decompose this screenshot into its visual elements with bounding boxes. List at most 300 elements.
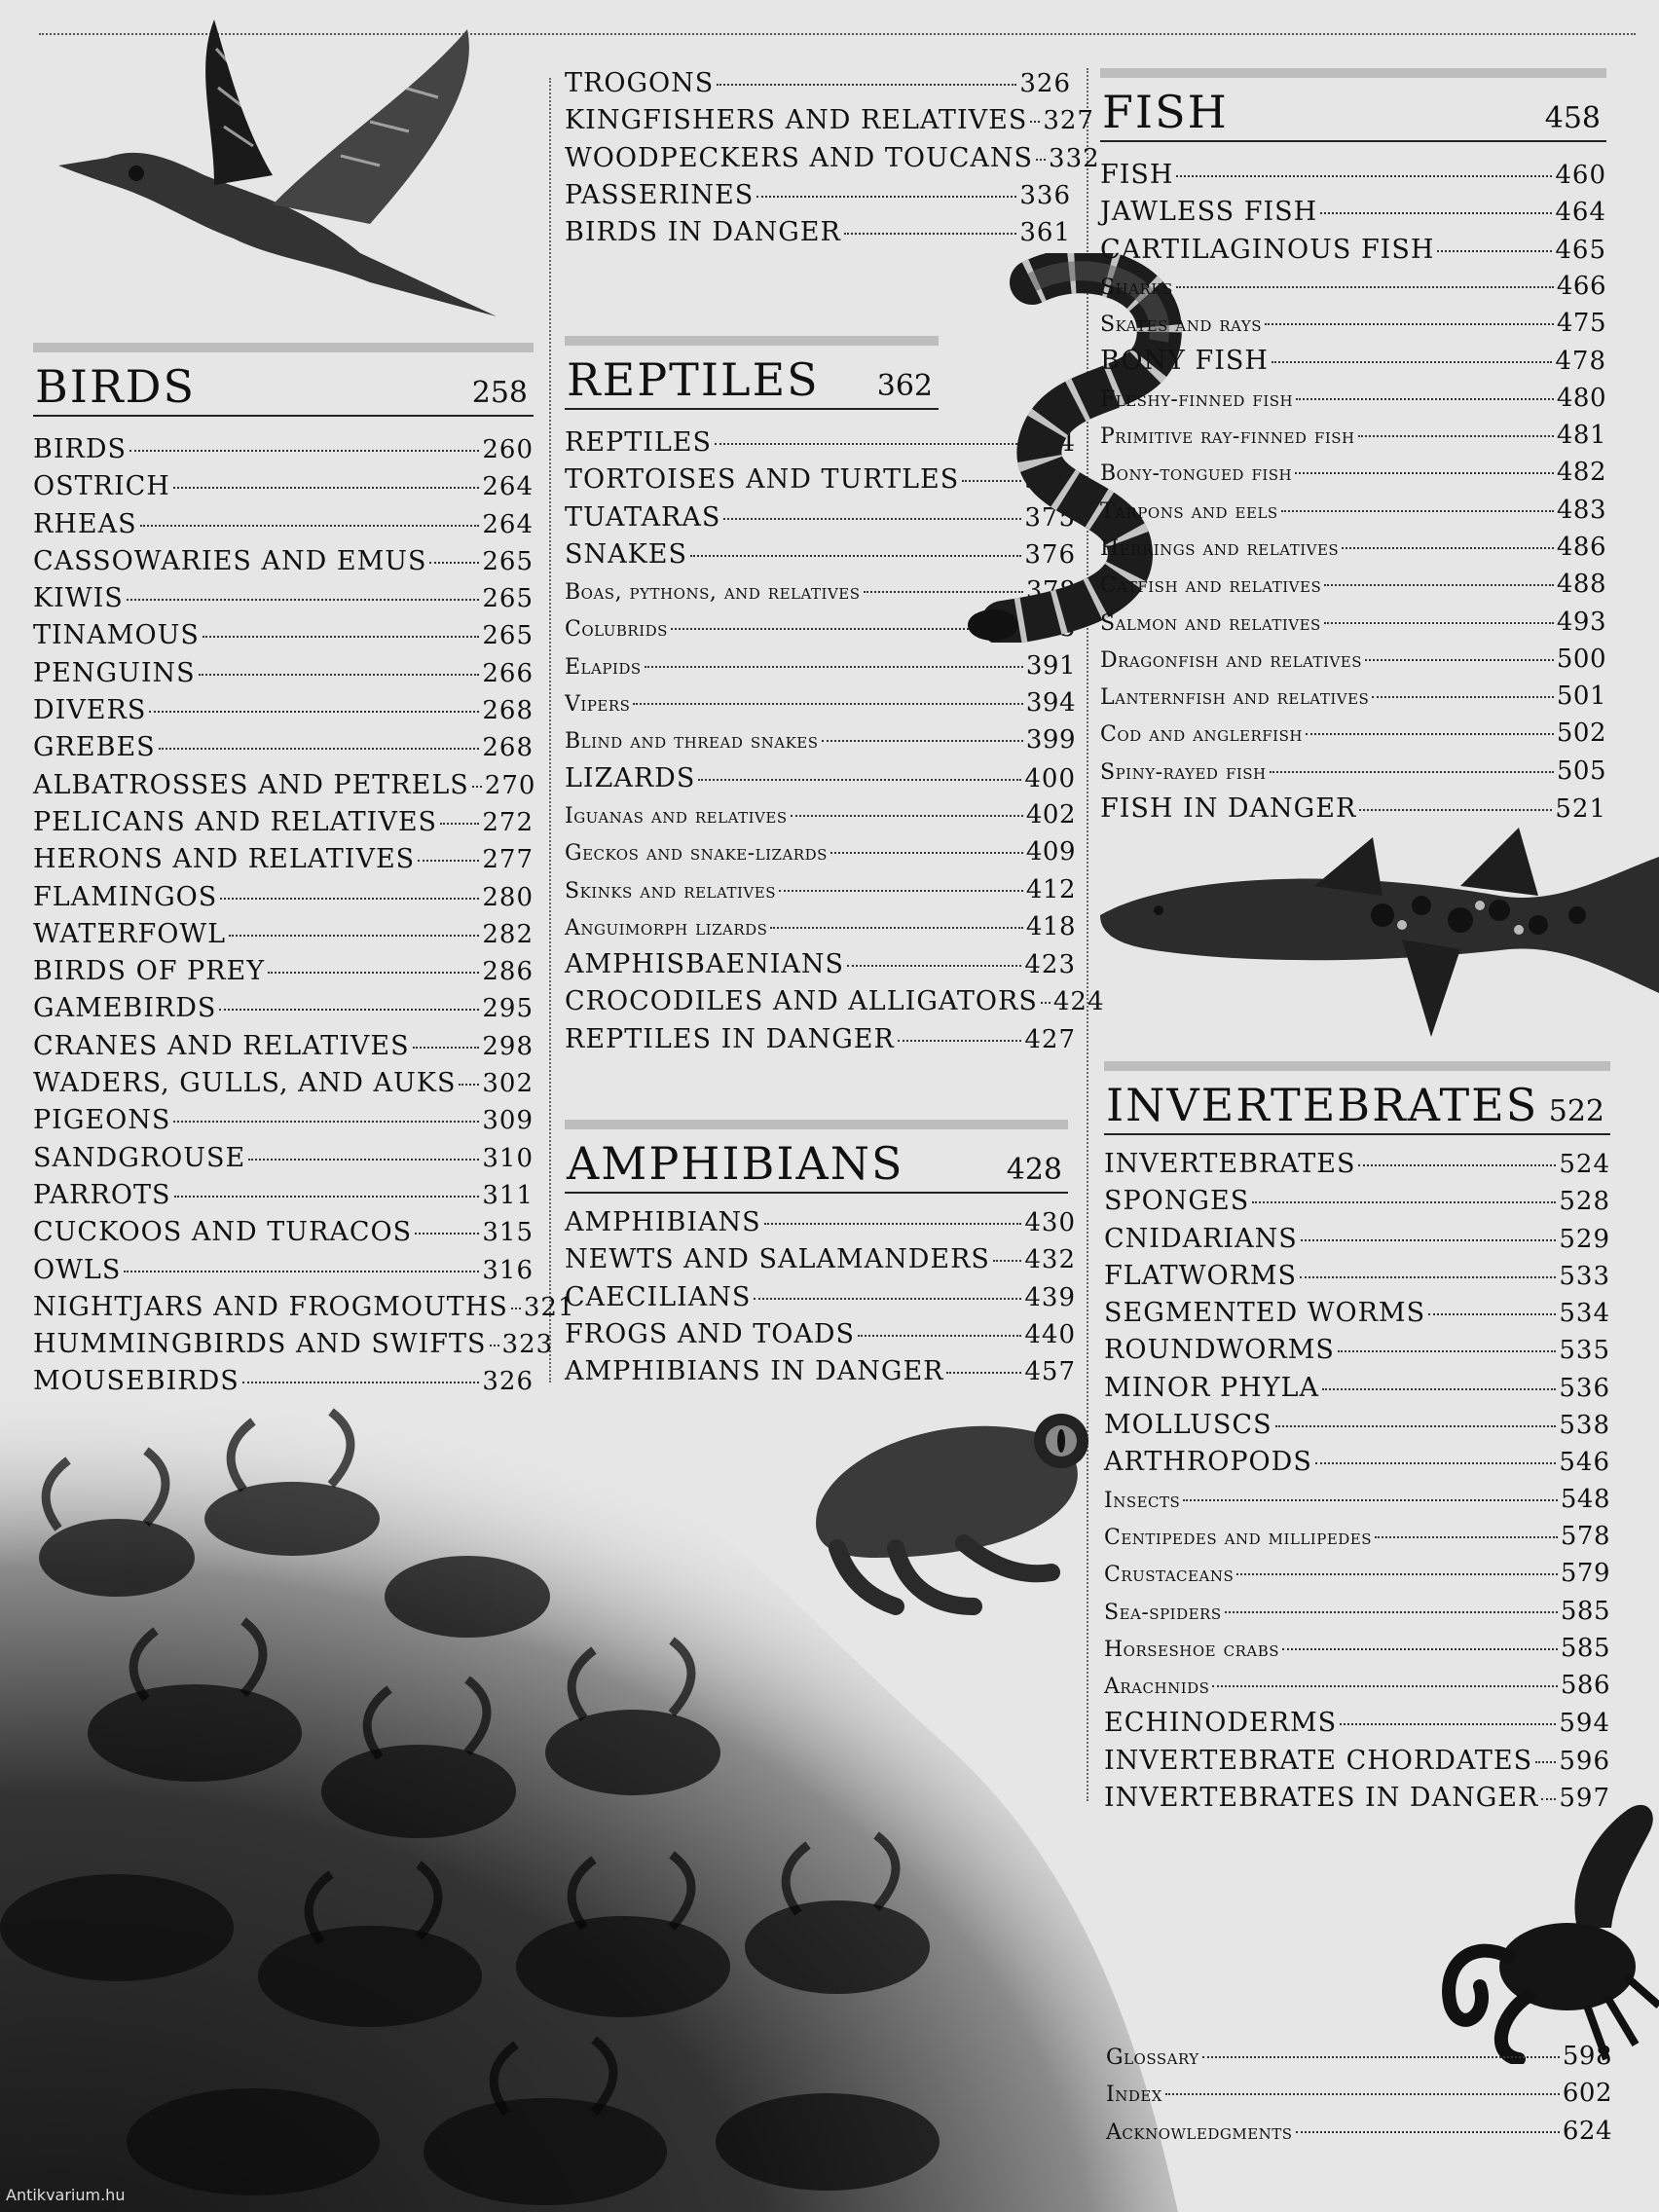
toc-entry [565,105,1094,142]
entry-label: BIRDS IN DANGER [565,217,841,248]
entry-page-number: 598 [1562,2042,1612,2071]
entry-label: FLATWORMS [1104,1260,1298,1291]
entry-label: Insects [1104,1488,1181,1513]
toc-entry [1104,1261,1610,1298]
leader-dots [248,1159,479,1161]
leader-dots [1036,159,1046,161]
toc-entry [565,688,1076,725]
entry-page-number: 493 [1556,607,1606,637]
entry-page-number: 336 [1019,180,1071,210]
toc-entry [33,434,534,471]
entry-page-number: 536 [1559,1373,1610,1403]
toc-entry [33,1329,554,1366]
toc-entry [1100,421,1606,458]
toc-entry [33,583,534,620]
leader-dots [1372,696,1554,698]
entry-page-number: 578 [1560,1521,1610,1551]
entry-label: WOODPECKERS AND TOUCANS [565,142,1034,173]
reptiles-heading [565,336,939,410]
entry-page-number: 302 [482,1069,534,1099]
toc-entry [565,1282,1076,1319]
toc-entry [1104,1149,1610,1186]
entry-label: AMPHIBIANS IN DANGER [565,1356,944,1387]
toc-entry [565,217,1071,254]
section-title: FISH [1102,86,1229,138]
leader-dots [459,1084,479,1086]
toc-entry [33,1255,534,1292]
entry-label: MOLLUSCS [1104,1410,1272,1441]
entry-page-number: 430 [1024,1208,1076,1237]
entry-label: Tarpons and eels [1100,498,1278,524]
leader-dots [1338,1350,1557,1352]
entry-page-number: 521 [1555,794,1606,825]
leader-dots [1041,1002,1051,1004]
entry-label: CRANES AND RELATIVES [33,1030,410,1061]
entry-label: FISH IN DANGER [1100,793,1357,825]
leader-dots [791,815,1023,817]
leader-dots [1322,1388,1556,1390]
entry-page-number: 385 [1025,613,1076,644]
entry-label: REPTILES [565,427,713,458]
entry-page-number: 505 [1556,756,1606,786]
entry-label: GAMEBIRDS [33,993,217,1024]
entry-page-number: 394 [1025,688,1076,719]
entry-label: SNAKES [565,538,687,570]
leader-dots [1358,1164,1556,1166]
entry-label: Anguimorph lizards [565,915,768,940]
toc-entry [1104,1186,1610,1223]
entry-page-number: 375 [1024,502,1076,533]
section-title: AMPHIBIANS [567,1137,904,1190]
entry-page-number: 376 [1024,539,1076,570]
section-birds [33,343,575,1404]
entry-page-number: 597 [1559,1784,1610,1814]
entry-label: MINOR PHYLA [1104,1372,1319,1403]
leader-dots [1212,1685,1557,1687]
leader-dots [1320,212,1552,214]
entry-label: TROGONS [565,68,715,98]
birds-continued-entries [565,68,1100,254]
leader-dots [1306,733,1554,735]
toc-entry [33,993,534,1030]
toc-entry [1100,235,1606,272]
entry-label: FISH [1100,160,1174,190]
toc-entry [33,1366,534,1403]
toc-entry [565,837,1076,874]
entry-label: KINGFISHERS AND RELATIVES [565,105,1028,136]
entry-label: MOUSEBIRDS [33,1366,240,1397]
entry-page-number: 295 [482,994,534,1024]
entry-page-number: 280 [482,882,534,912]
entry-page-number: 311 [482,1180,534,1210]
toc-entry [565,725,1076,762]
entry-label: CAECILIANS [565,1281,752,1312]
toc-entry [565,1319,1076,1356]
entry-label: DIVERS [33,695,147,726]
bird-illustration [49,10,535,321]
section-title: REPTILES [567,353,820,406]
entry-page-number: 483 [1556,495,1606,525]
toc-entry [1100,309,1606,346]
leader-dots [140,525,480,527]
entry-label: Fleshy-finned fish [1100,387,1294,412]
entry-label: PIGEONS [33,1105,171,1136]
section-backmatter [1106,2042,1612,2154]
leader-dots [898,1040,1022,1042]
entry-label: PENGUINS [33,657,196,688]
toc-entry [33,919,534,956]
leader-dots [173,1121,479,1123]
entry-page-number: 466 [1556,271,1606,301]
entry-page-number: 465 [1555,235,1606,265]
entry-page-number: 399 [1025,725,1076,756]
leader-dots [1272,361,1552,363]
toc-entry [1100,608,1606,645]
leader-dots [127,599,480,601]
entry-page-number: 585 [1560,1596,1610,1626]
entry-page-number: 309 [482,1106,534,1136]
amphibians-heading [565,1120,1068,1194]
toc-entry [33,1180,534,1217]
entry-page-number: 602 [1562,2079,1612,2109]
entry-label: Colubrids [565,617,668,643]
entry-page-number: 270 [484,770,536,800]
entry-page-number: 316 [482,1255,534,1285]
leader-dots [219,1009,479,1011]
entry-page-number: 528 [1559,1187,1610,1217]
entry-page-number: 486 [1556,532,1606,562]
leader-dots [1282,1648,1558,1650]
entry-page-number: 457 [1024,1357,1076,1387]
entry-label: FLAMINGOS [33,881,218,912]
section-page-number: 362 [876,369,933,403]
entry-page-number: 264 [482,509,534,539]
section-page-number: 458 [1544,101,1601,135]
toc-entry [1106,2079,1612,2116]
leader-dots [633,703,1022,705]
leader-dots [1358,435,1554,437]
toc-entry [33,1105,534,1142]
leader-dots [1375,1536,1558,1538]
leader-dots [1315,1462,1557,1464]
toc-entry [1104,1671,1610,1708]
toc-entry [1106,2117,1612,2154]
entry-page-number: 439 [1024,1282,1076,1312]
toc-entry [1104,1335,1610,1372]
leader-dots [429,562,479,564]
toc-entry [1104,1708,1610,1745]
entry-label: Lanternfish and relatives [1100,685,1370,711]
leader-dots [220,898,479,900]
toc-entry [1104,1559,1610,1596]
amphibians-entries [565,1207,1076,1393]
backmatter-entries [1106,2042,1612,2154]
entry-label: Sea-spiders [1104,1600,1222,1625]
toc-entry [33,620,534,657]
leader-dots [472,786,482,788]
entry-label: GREBES [33,732,156,763]
entry-page-number: 535 [1559,1336,1610,1366]
toc-entry [565,651,1076,688]
entry-page-number: 364 [1024,428,1076,458]
toc-entry [1100,533,1606,570]
entry-label: HUMMINGBIRDS AND SWIFTS [33,1329,487,1360]
entry-page-number: 298 [482,1031,534,1061]
entry-page-number: 440 [1024,1319,1076,1349]
entry-page-number: 460 [1555,161,1606,190]
leader-dots [1281,510,1554,512]
entry-page-number: 266 [482,658,534,688]
entry-page-number: 423 [1024,950,1076,980]
entry-label: ARTHROPODS [1104,1447,1312,1478]
leader-dots [1324,584,1554,586]
toc-entry [1100,160,1606,197]
leader-dots [203,636,480,638]
entry-page-number: 501 [1556,682,1606,712]
entry-label: Skinks and relatives [565,878,776,903]
toc-entry [1100,458,1606,495]
leader-dots [1340,1723,1556,1725]
entry-page-number: 427 [1024,1024,1076,1054]
entry-page-number: 327 [1043,106,1094,136]
entry-page-number: 594 [1559,1709,1610,1739]
leader-dots [268,972,479,974]
entry-label: Primitive ray-finned fish [1100,424,1355,450]
leader-dots [756,196,1016,198]
entry-label: ROUNDWORMS [1104,1335,1335,1366]
leader-dots [1301,1239,1557,1241]
toc-entry [565,180,1071,217]
entry-label: Vipers [565,692,631,718]
entry-label: Skates and rays [1100,313,1263,338]
leader-dots [1342,547,1554,549]
entry-label: Catfish and relatives [1100,573,1322,599]
leader-dots [1428,1313,1556,1315]
entry-page-number: 432 [1024,1245,1076,1275]
toc-entry [1100,197,1606,234]
leader-dots [1296,2131,1560,2133]
leader-dots [754,1298,1021,1300]
entry-label: ECHINODERMS [1104,1708,1338,1739]
entry-label: CNIDARIANS [1104,1223,1298,1254]
entry-label: PELICANS AND RELATIVES [33,806,438,837]
toc-entry [1104,1298,1610,1335]
entry-label: Arachnids [1104,1675,1210,1700]
leader-dots [1236,1573,1558,1575]
leader-dots [1359,809,1552,811]
entry-page-number: 366 [1024,465,1076,496]
entry-page-number: 326 [482,1367,534,1397]
invertebrates-heading [1104,1061,1610,1135]
entry-page-number: 321 [523,1292,575,1322]
leader-dots [1300,1276,1556,1278]
entry-label: FROGS AND TOADS [565,1318,855,1349]
leader-dots [1165,2093,1560,2095]
leader-dots [1296,398,1554,400]
leader-dots [822,740,1023,742]
leader-dots [1176,175,1552,177]
toc-entry [565,800,1076,837]
toc-entry [33,1068,534,1105]
section-amphibians [565,1120,1076,1393]
leader-dots [149,711,479,713]
entry-label: Salmon and relatives [1100,610,1321,636]
leader-dots [1265,323,1554,325]
entry-page-number: 409 [1025,837,1076,867]
leader-dots [174,1196,480,1198]
entry-page-number: 378 [1025,576,1076,607]
toc-entry [565,763,1076,800]
toc-entry [1104,1224,1610,1261]
toc-entry [1104,1634,1610,1671]
entry-page-number: 400 [1024,763,1076,793]
entry-label: OWLS [33,1254,122,1285]
toc-entry [565,912,1076,949]
leader-dots [229,935,479,937]
entry-label: CROCODILES AND ALLIGATORS [565,986,1038,1017]
entry-page-number: 323 [501,1330,554,1360]
entry-page-number: 268 [482,696,534,726]
toc-entry [1104,1447,1610,1484]
entry-label: TORTOISES AND TURTLES [565,464,960,496]
entry-page-number: 418 [1025,911,1076,941]
leader-dots [717,84,1016,86]
entry-page-number: 524 [1559,1150,1610,1179]
leader-dots [993,1260,1021,1262]
invertebrates-entries [1104,1149,1610,1820]
leader-dots [830,852,1023,854]
toc-entry [33,546,534,583]
entry-page-number: 502 [1556,719,1606,749]
entry-label: TINAMOUS [33,620,200,651]
entry-page-number: 391 [1025,650,1076,681]
entry-page-number: 265 [482,546,534,576]
leader-dots [858,1335,1021,1337]
entry-label: JAWLESS FISH [1100,197,1318,228]
toc-entry [1100,346,1606,383]
entry-page-number: 286 [482,957,534,987]
section-invertebrates [1104,1061,1610,1820]
section-page-number: 258 [471,376,528,410]
entry-label: NIGHTJARS AND FROGMOUTHS [33,1291,508,1322]
birds-entries [33,434,575,1404]
leader-dots [847,965,1021,967]
leader-dots [764,1223,1022,1225]
toc-entry [33,770,534,807]
entry-page-number: 596 [1559,1746,1610,1776]
entry-page-number: 548 [1560,1484,1610,1514]
entry-page-number: 482 [1556,458,1606,488]
entry-label: BONY FISH [1100,346,1269,377]
entry-label: PASSERINES [565,179,755,210]
toc-entry [33,882,534,919]
toc-entry [1104,1373,1610,1410]
toc-entry [1100,719,1606,756]
entry-label: Elapids [565,654,642,680]
leader-dots [1202,2056,1560,2058]
birds-heading [33,343,534,417]
section-birds-continued [565,68,1100,254]
leader-dots [242,1382,480,1383]
entry-page-number: 315 [482,1218,534,1248]
entry-page-number: 268 [482,733,534,763]
entry-label: ALBATROSSES AND PETRELS [33,769,469,800]
entry-page-number: 412 [1025,874,1076,904]
entry-page-number: 272 [482,807,534,837]
entry-page-number: 488 [1556,570,1606,600]
entry-page-number: 480 [1556,383,1606,413]
entry-label: Blind and thread snakes [565,729,819,755]
entry-label: Index [1106,2083,1162,2108]
entry-label: Crustaceans [1104,1563,1235,1588]
entry-page-number: 546 [1559,1448,1610,1478]
entry-page-number: 529 [1559,1224,1610,1254]
entry-label: WATERFOWL [33,918,227,949]
entry-page-number: 402 [1025,799,1076,830]
scorpion-illustration [1431,1772,1659,2064]
entry-page-number: 264 [482,472,534,502]
leader-dots [645,666,1023,668]
entry-page-number: 282 [482,919,534,949]
toc-entry [33,695,534,732]
entry-label: SEGMENTED WORMS [1104,1298,1426,1329]
leader-dots [698,779,1021,781]
leader-dots [1270,771,1554,773]
entry-label: HERONS AND RELATIVES [33,844,416,875]
toc-entry [33,509,534,546]
leader-dots [173,487,480,489]
entry-label: Sharks [1100,275,1173,300]
entry-page-number: 500 [1556,644,1606,674]
leader-dots [1437,250,1552,252]
toc-entry [1104,1597,1610,1634]
entry-label: LIZARDS [565,762,696,793]
toc-entry [33,807,534,844]
entry-label: Iguanas and relatives [565,803,788,829]
toc-entry [1100,645,1606,682]
entry-label: BIRDS OF PREY [33,956,266,987]
toc-entry [33,1217,534,1254]
toc-entry [565,68,1071,105]
leader-dots [129,450,479,452]
leader-dots [779,890,1023,892]
toc-entry [1100,570,1606,607]
entry-label: NEWTS AND SALAMANDERS [565,1244,990,1275]
entry-label: REPTILES IN DANGER [565,1023,895,1054]
entry-page-number: 310 [482,1143,534,1173]
toc-entry [33,732,534,769]
leader-dots [415,1233,479,1235]
leader-dots [418,860,479,862]
entry-label: Glossary [1106,2046,1199,2070]
entry-page-number: 538 [1559,1411,1610,1441]
entry-label: INVERTEBRATES IN DANGER [1104,1783,1539,1814]
section-fish [1100,68,1606,830]
leader-dots [770,927,1022,929]
entry-label: Acknowledgments [1106,2120,1293,2145]
leader-dots [1183,1499,1558,1501]
entry-label: Centipedes and millipedes [1104,1525,1373,1550]
toc-entry [33,471,534,508]
toc-entry [33,956,534,993]
entry-label: TUATARAS [565,501,721,533]
entry-label: AMPHIBIANS [565,1207,761,1237]
toc-entry [1100,756,1606,793]
leader-dots [1225,1611,1558,1613]
leader-dots [1176,286,1554,288]
entry-page-number: 332 [1049,143,1100,173]
toc-entry [33,1143,534,1180]
